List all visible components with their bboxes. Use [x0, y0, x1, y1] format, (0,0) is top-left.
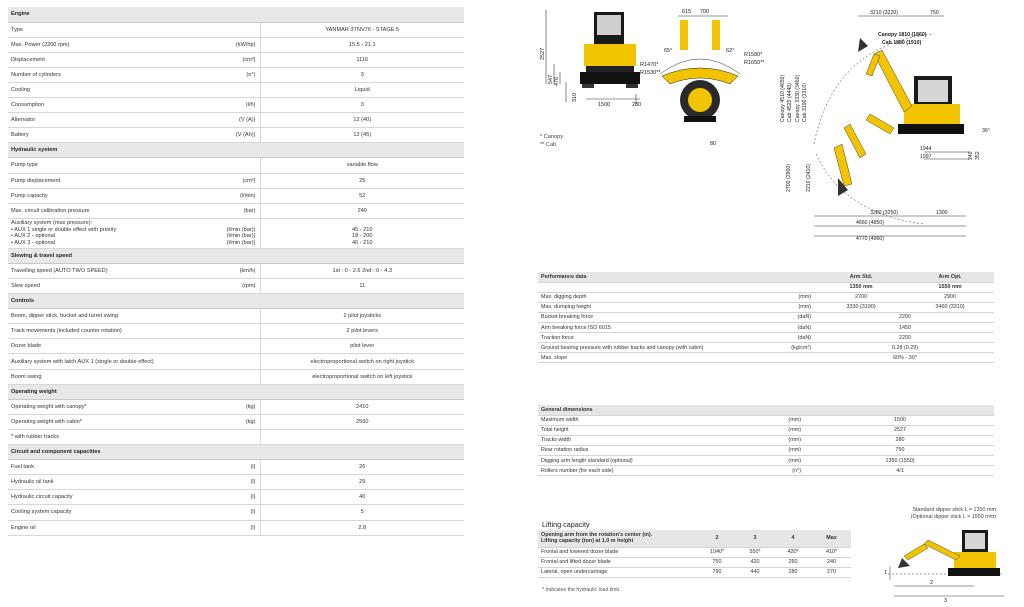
- spec-value: 29: [260, 475, 464, 490]
- dim-top-a: 3210 (3220): [870, 10, 898, 16]
- spec-section-title: Slewing & travel speed: [8, 248, 464, 263]
- dim-value: 1500: [806, 415, 994, 425]
- col-arm-opt-length: 1550 mm: [906, 282, 994, 292]
- spec-label: Number of cylinders: [8, 67, 214, 82]
- lifting-value: 790: [698, 567, 736, 577]
- spec-unit: (bar): [214, 203, 260, 218]
- dim-v1: Canopy 4510 (4650): [780, 74, 786, 122]
- lift-dim-1: 1: [884, 570, 888, 576]
- dim-v8: 352: [975, 151, 981, 160]
- col-arm-opt: Arm Opt.: [906, 272, 994, 282]
- spec-value: Liquid: [260, 82, 464, 97]
- dim-h4: 4770 (4960): [856, 236, 884, 242]
- spec-unit: [214, 158, 260, 173]
- spec-label: Consumption: [8, 98, 214, 113]
- spec-unit: (l): [214, 460, 260, 475]
- spec-label: Boom, dipper stick, bucket and turret swing: [8, 309, 214, 324]
- spec-label: Hydraulic oil tank: [8, 475, 214, 490]
- spec-label: Track movements (included counter rotation): [8, 324, 214, 339]
- spec-row: [8, 82, 464, 97]
- perf-label: Traction force: [538, 333, 780, 343]
- spec-section-row: [8, 294, 464, 309]
- aux-value: 45 - 210: [351, 226, 373, 233]
- performance-row: [538, 343, 994, 353]
- spec-value: electroproportional switch on left joystick: [260, 369, 464, 384]
- lifting-diagram: [874, 522, 1014, 604]
- spec-label: Engine oil: [8, 520, 214, 535]
- lifting-header-row: [538, 530, 851, 547]
- spec-unit: (kW/hp): [214, 37, 260, 52]
- performance-row: [538, 312, 994, 322]
- spec-value: 40: [260, 490, 464, 505]
- spec-row: [8, 279, 464, 294]
- aux-value: [264, 220, 462, 227]
- performance-row: [538, 322, 994, 332]
- lifting-value: 550*: [736, 547, 774, 557]
- lifting-label: Frontal and lifted dozer blade: [538, 557, 698, 567]
- diagram-legend: [540, 133, 563, 149]
- angle-36: 36°: [982, 128, 990, 134]
- dim-h3: 4660 (4850): [856, 220, 884, 226]
- spec-row: [8, 324, 464, 339]
- lifting-value: 440: [736, 567, 774, 577]
- dim-top-b: 750: [930, 10, 939, 16]
- perf-value: 0.28 (0.29): [816, 343, 994, 353]
- perf-value-opt: 3460 (3310): [906, 302, 994, 312]
- lifting-value: 750: [698, 557, 736, 567]
- lifting-label: Lateral, open undercarriage: [538, 567, 698, 577]
- spec-row: [8, 203, 464, 218]
- legend-cab: ** Cab: [540, 142, 557, 148]
- spec-section-title: Controls: [8, 294, 464, 309]
- spec-row: [8, 460, 464, 475]
- lifting-value: 270: [812, 567, 851, 577]
- dimensions-row: [538, 415, 994, 425]
- spec-unit: [214, 339, 260, 354]
- radius-1580: R1580*: [744, 52, 763, 58]
- spec-label: Fuel tank: [8, 460, 214, 475]
- spec-row: [8, 22, 464, 37]
- lifting-value: 1040*: [698, 547, 736, 557]
- perf-unit: (mm): [780, 292, 816, 302]
- spec-value: 2 pilot joysticks: [260, 309, 464, 324]
- aux-unit: (l/min (bar)): [226, 226, 256, 233]
- aux-unit: (l/min (bar)): [226, 233, 256, 240]
- dim-v6: 2210 (2410): [806, 164, 812, 192]
- dim-v7: 242: [968, 151, 974, 160]
- spec-section-title: Hydraulic system: [8, 143, 464, 158]
- dim-unit: (mm): [776, 455, 806, 465]
- spec-value: [260, 429, 464, 444]
- lifting-header-line1: Opening arm from the rotation's center (m).: [541, 531, 653, 538]
- spec-section-row: [8, 384, 464, 399]
- working-range-diagram: [774, 4, 1024, 244]
- lifting-table: [538, 530, 851, 578]
- top-view-diagram: [636, 4, 765, 147]
- spec-label: Boom swing: [8, 369, 214, 384]
- spec-row: [8, 520, 464, 535]
- spec-unit: [214, 82, 260, 97]
- spec-label: Auxiliary system with latch AUX 1 (single or double effect): [8, 354, 214, 369]
- performance-title: Performance data: [538, 272, 816, 282]
- spec-value: 2560: [260, 414, 464, 429]
- dim-unit: (mm): [776, 445, 806, 455]
- spec-value: 12 (40): [260, 113, 464, 128]
- spec-label: Hydraulic circuit capacity: [8, 490, 214, 505]
- spec-label: Type: [8, 22, 214, 37]
- lifting-row: [538, 567, 851, 577]
- specifications-table: [8, 7, 464, 536]
- perf-value: 2200: [816, 312, 994, 322]
- dim-h1: 3280 (3250): [870, 210, 898, 216]
- spec-section-title: Operating weight: [8, 384, 464, 399]
- dim-width-280: 280: [632, 102, 642, 108]
- aux-value: 46 - 210: [351, 240, 373, 247]
- col-arm-std: Arm Std.: [816, 272, 906, 282]
- aux-line: • AUX 2 - optional: [11, 233, 55, 240]
- spec-label: [8, 218, 214, 248]
- spec-row: [8, 429, 464, 444]
- spec-unit: (l/min): [214, 188, 260, 203]
- perf-unit: [780, 353, 816, 363]
- radius-1530: R1530**: [640, 70, 661, 76]
- lifting-row: [538, 557, 851, 567]
- aux-line: • AUX 3 - optional: [11, 240, 55, 247]
- lifting-col-header: Max: [812, 530, 851, 547]
- spec-row: [8, 218, 464, 248]
- dim-80: 80: [710, 141, 717, 147]
- spec-unit: [214, 22, 260, 37]
- spec-row: [8, 354, 464, 369]
- dim-label: Rear rotation radius: [538, 445, 776, 455]
- dim-700: 700: [700, 9, 710, 15]
- spec-row: [8, 113, 464, 128]
- spec-unit: (cm³): [214, 52, 260, 67]
- spec-label: Operating weight with canopy*: [8, 399, 214, 414]
- radius-1470: R1470*: [640, 62, 659, 68]
- spec-label: Travelling speed (AUTO TWO SPEED): [8, 263, 214, 278]
- spec-unit: (l/h): [214, 98, 260, 113]
- spec-unit: [214, 369, 260, 384]
- front-view-diagram: [536, 4, 648, 116]
- spec-row: [8, 52, 464, 67]
- lifting-note: * Indicates the hydraulic load limit.: [542, 587, 621, 593]
- perf-unit: (mm): [780, 302, 816, 312]
- dim-b2: 1997: [920, 154, 932, 160]
- lifting-value: 240: [812, 557, 851, 567]
- spec-row: [8, 414, 464, 429]
- spec-unit: (V (Ah)): [214, 128, 260, 143]
- angle-65: 65°: [664, 48, 673, 54]
- spec-unit: [214, 324, 260, 339]
- spec-value: 15.5 - 21.1: [260, 37, 464, 52]
- spec-row: [8, 158, 464, 173]
- spec-row: [8, 369, 464, 384]
- dimensions-table: [538, 405, 994, 476]
- spec-value: 25: [260, 173, 464, 188]
- performance-table: [538, 272, 994, 363]
- spec-value: 3: [260, 98, 464, 113]
- performance-row: [538, 353, 994, 363]
- spec-section-row: [8, 143, 464, 158]
- spec-value: [260, 218, 464, 248]
- aux-line: Auxiliary system (max pressure):: [11, 219, 93, 226]
- spec-unit: (l): [214, 475, 260, 490]
- lift-dim-2: 2: [930, 580, 934, 586]
- spec-label: Max. circuit calibration pressure: [8, 203, 214, 218]
- dimensions-row: [538, 435, 994, 445]
- spec-label: Cooling: [8, 82, 214, 97]
- lifting-col-header: 2: [698, 530, 736, 547]
- col-arm-std-length: 1350 mm: [816, 282, 906, 292]
- dimensions-row: [538, 455, 994, 465]
- spec-value: 2.8: [260, 520, 464, 535]
- spec-value: 5: [260, 505, 464, 520]
- dim-label: Rollers number (for each side): [538, 466, 776, 476]
- dim-615: 615: [682, 9, 692, 15]
- perf-label: Bucket breaking force: [538, 312, 780, 322]
- dim-b1: 1944: [920, 146, 932, 152]
- aux-unit: [217, 220, 256, 227]
- spec-unit: [214, 218, 260, 248]
- spec-section-row: [8, 445, 464, 460]
- lifting-row: [538, 547, 851, 557]
- performance-subheader-row: [538, 282, 994, 292]
- spec-value: 26: [260, 460, 464, 475]
- angle-62: 62°: [726, 48, 735, 54]
- spec-label: Slew speed: [8, 279, 214, 294]
- perf-label: Max. slope: [538, 353, 780, 363]
- dim-v3: Canopy 3330 (3460): [795, 74, 801, 122]
- spec-section-row: [8, 248, 464, 263]
- performance-row: [538, 292, 994, 302]
- aux-line: • AUX 1 single or double effect with priority: [11, 226, 117, 233]
- dimensions-title: General dimensions: [538, 405, 994, 415]
- perf-value: 60% - 30°: [816, 353, 994, 363]
- lifting-header-line2: Lifting capacity (ton) at 1.0 m height: [541, 538, 634, 545]
- dim-unit: (mm): [776, 435, 806, 445]
- perf-value-std: 2700: [816, 292, 906, 302]
- perf-unit: (daN): [780, 312, 816, 322]
- spec-label: Cooling system capacity: [8, 505, 214, 520]
- spec-label: Pump type: [8, 158, 214, 173]
- spec-label: * with rubber tracks: [8, 429, 214, 444]
- spec-row: [8, 399, 464, 414]
- spec-value: 1st : 0 - 2.6 2nd : 0 - 4.3: [260, 263, 464, 278]
- spec-value: 240: [260, 203, 464, 218]
- dim-cab: Cab 1880 (1910): [882, 40, 922, 46]
- lifting-label: Frontal and lowered dozer blade: [538, 547, 698, 557]
- dimensions-row: [538, 466, 994, 476]
- spec-unit: (kg): [214, 399, 260, 414]
- spec-unit: (l): [214, 505, 260, 520]
- dim-width-1500: 1500: [598, 102, 611, 108]
- spec-value: 11: [260, 279, 464, 294]
- aux-value: 18 - 200: [351, 233, 373, 240]
- spec-unit: [214, 429, 260, 444]
- dim-v5: 2700 (2900): [786, 164, 792, 192]
- perf-value-opt: 2900: [906, 292, 994, 302]
- spec-value: 12 (45): [260, 128, 464, 143]
- lifting-col-header: 4: [774, 530, 812, 547]
- stick-note-opt: (Optional dipper stick L = 1550 mm): [910, 514, 996, 521]
- dim-value: 1350 (1550): [806, 455, 994, 465]
- dim-label: Maximum width: [538, 415, 776, 425]
- spec-section-title: Circuit and component capacities: [8, 445, 464, 460]
- spec-value: 52: [260, 188, 464, 203]
- lifting-value: 410*: [812, 547, 851, 557]
- aux-unit: (l/min (bar)): [226, 240, 256, 247]
- spec-unit: (l): [214, 490, 260, 505]
- spec-unit: (V (A)): [214, 113, 260, 128]
- spec-unit: (n°): [214, 67, 260, 82]
- spec-row: [8, 67, 464, 82]
- spec-row: [8, 309, 464, 324]
- spec-unit: [214, 354, 260, 369]
- perf-value-std: 3330 (3190): [816, 302, 906, 312]
- spec-unit: (cm³): [214, 173, 260, 188]
- spec-label: Pump capacity: [8, 188, 214, 203]
- legend-canopy: * Canopy: [540, 134, 564, 140]
- dim-height-b: 476: [554, 76, 560, 86]
- dipper-stick-note: [868, 507, 996, 522]
- lifting-value: 260: [774, 557, 812, 567]
- spec-unit: (rpm): [214, 279, 260, 294]
- dim-h2: 1300: [936, 210, 948, 216]
- spec-row: [8, 339, 464, 354]
- spec-label: Dozer blade: [8, 339, 214, 354]
- dim-label: Tracks width: [538, 435, 776, 445]
- dim-total-height: 2527: [540, 47, 546, 60]
- perf-value: 1450: [816, 322, 994, 332]
- spec-row: [8, 505, 464, 520]
- spec-value: 2410: [260, 399, 464, 414]
- spec-unit: (l): [214, 520, 260, 535]
- spec-value: 1116: [260, 52, 464, 67]
- spec-value: electroproportional switch on right joystick: [260, 354, 464, 369]
- spec-value: variable flow: [260, 158, 464, 173]
- dim-height-a: 547: [548, 74, 554, 84]
- stick-note-std: Standard dipper stick L = 1350 mm: [912, 507, 996, 513]
- spec-label: Max. Power (2200 rpm): [8, 37, 214, 52]
- dim-canopy: Canopy 1810 (1860): [878, 32, 927, 38]
- dim-unit: (mm): [776, 425, 806, 435]
- dim-value: 4/1: [806, 466, 994, 476]
- dim-unit: (mm): [776, 415, 806, 425]
- dimensions-header-row: [538, 405, 994, 415]
- lift-dim-3: 3: [944, 598, 948, 604]
- radius-1650: R1650**: [744, 60, 765, 66]
- performance-row: [538, 302, 994, 312]
- dim-v2: Cab 4520 (4440): [787, 83, 793, 122]
- lifting-col-header: 3: [736, 530, 774, 547]
- spec-value: 3: [260, 67, 464, 82]
- dim-value: 280: [806, 435, 994, 445]
- perf-label: Ground bearing pressure with rubber tracks and canopy (with cabin): [538, 343, 780, 353]
- lifting-header-label: [538, 530, 698, 547]
- spec-label: Alternator: [8, 113, 214, 128]
- spec-section-title: Engine: [8, 7, 464, 22]
- perf-value: 2200: [816, 333, 994, 343]
- perf-label: Max. dumping height: [538, 302, 780, 312]
- dimensions-row: [538, 425, 994, 435]
- spec-row: [8, 475, 464, 490]
- dim-value: 2527: [806, 425, 994, 435]
- dim-value: 750: [806, 445, 994, 455]
- spec-label: Displacement: [8, 52, 214, 67]
- spec-unit: (kg): [214, 414, 260, 429]
- dim-label: Digging arm length standard (optional): [538, 455, 776, 465]
- spec-row: [8, 37, 464, 52]
- lifting-value: 280: [774, 567, 812, 577]
- lifting-value: 420: [736, 557, 774, 567]
- performance-header-row: [538, 272, 994, 282]
- spec-unit: [214, 309, 260, 324]
- spec-row: [8, 173, 464, 188]
- dimensions-row: [538, 445, 994, 455]
- dim-height-c: 310: [572, 92, 578, 102]
- spec-value: pilot lever: [260, 339, 464, 354]
- dim-unit: (n°): [776, 466, 806, 476]
- perf-label: Arm breaking force ISO 6015: [538, 322, 780, 332]
- lifting-value: 420*: [774, 547, 812, 557]
- perf-unit: (daN): [780, 333, 816, 343]
- lifting-title: Lifting capacity: [542, 520, 590, 529]
- spec-section-row: [8, 7, 464, 22]
- spec-value: 2 pilot levers: [260, 324, 464, 339]
- spec-value: YANMAR 3TNV76 - STAGE 5: [260, 22, 464, 37]
- spec-row: [8, 263, 464, 278]
- spec-row: [8, 98, 464, 113]
- spec-label: Operating weight with cabin*: [8, 414, 214, 429]
- perf-label: Max. digging depth: [538, 292, 780, 302]
- spec-unit: (km/h): [214, 263, 260, 278]
- spec-label: Battery: [8, 128, 214, 143]
- dim-v4: Cab 3190 (3310): [802, 83, 808, 122]
- spec-row: [8, 188, 464, 203]
- spec-row: [8, 128, 464, 143]
- spec-label: Pump displacement: [8, 173, 214, 188]
- performance-row: [538, 333, 994, 343]
- spec-row: [8, 490, 464, 505]
- perf-unit: (kg/cm²): [780, 343, 816, 353]
- dim-label: Total height: [538, 425, 776, 435]
- perf-unit: (daN): [780, 322, 816, 332]
